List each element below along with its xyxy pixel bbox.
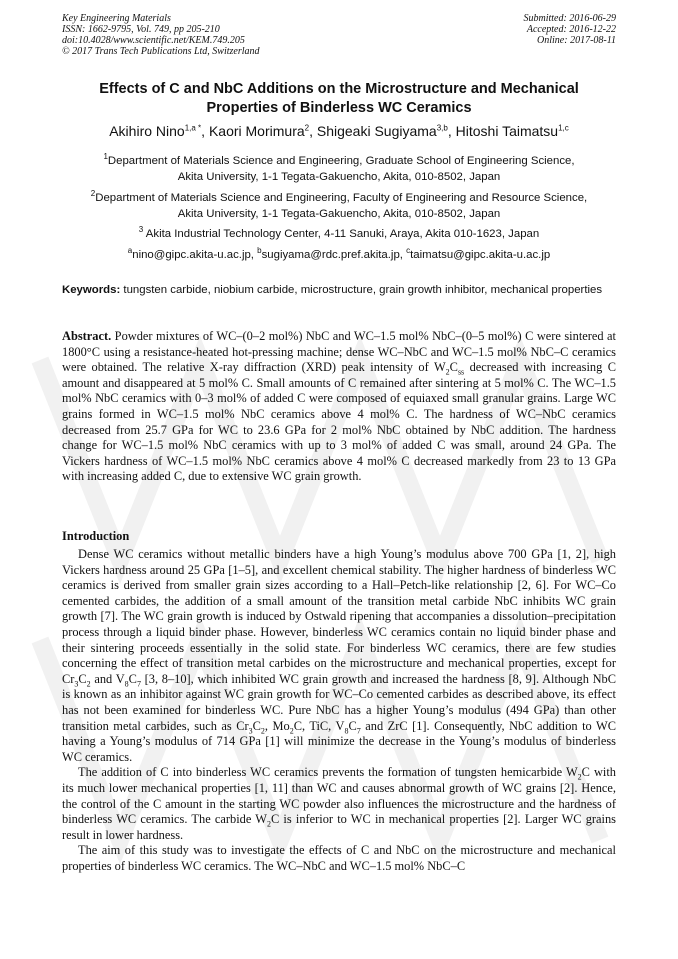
affiliation-1-line-1: Department of Materials Science and Engineering, Graduate School of Engineering Science, <box>107 154 575 167</box>
intro-text: C is inferior to WC in mechanical properties [2]. Larger WC grains result in lower hardness. <box>62 812 616 842</box>
intro-paragraph-3 <box>62 843 616 874</box>
affiliation-1 <box>52 149 626 185</box>
author-1-sup: 1,a * <box>184 123 202 133</box>
intro-text: The aim of this study was to investigate the effects of C and NbC on the microstructure and mechanical properties of binderless WC ceramics. The WC–NbC and WC–1.5 mol% NbC–C <box>62 843 616 873</box>
subscript: 3 <box>74 679 79 689</box>
intro-text: C <box>348 718 357 733</box>
journal-name: Key Engineering Materials <box>62 13 171 24</box>
subscript: ss <box>457 367 465 377</box>
introduction-body <box>62 547 616 874</box>
abstract-text-1b: C <box>449 360 458 375</box>
subscript: 8 <box>344 726 349 735</box>
intro-text: C, TiC, V <box>293 718 345 733</box>
affiliation-2 <box>52 186 626 222</box>
intro-text: Dense WC ceramics without metallic binders have a high Young’s modulus above 700 GPa [1, 2], high Vickers hardness around 25 GPa [1–5], and excellent chemical stability. The higher hardness of binderless WC ceramics is derived from smaller grain sizes according to a Hall–Petch-like relationship [2, 6]. For WC–Co cemented carbides, the addition of a small amount of the transition metal carbide NbC inhibits WC grain growth [7]. The WC grain growth is induced by Ostwald ripening that accompanies a dissolution–precipitation process through a liquid binder phase. However, binderless WC ceramics contain no liquid binder phase and their sintering proceeds essentially in the solid state. For binderless WC ceramics, there are few studies concerning the effect of transition metal carbides on the microstructure and mechanical properties, except for Cr <box>62 547 616 686</box>
intro-text: C <box>128 671 137 686</box>
email-list <box>52 246 626 261</box>
date-submitted: Submitted: 2016-06-29 <box>523 13 616 24</box>
date-online: Online: 2017-08-11 <box>537 35 616 46</box>
intro-text: C with its much lower mechanical properties [1, 11] than WC and causes abnormal growth of WC grains [2]. Hence, the control of the C amount in the starting WC powder also influences the microstructure and the hardness of binderless WC ceramics. The carbide W <box>62 765 616 827</box>
abstract-label: Abstract. <box>62 329 112 343</box>
intro-paragraph-1 <box>62 547 616 765</box>
affiliation-2-line-1: Department of Materials Science and Engineering, Faculty of Engineering and Resource Science, <box>95 191 588 204</box>
affiliation-1-sup: 1 <box>103 152 108 161</box>
email-c-link[interactable]: taimatsu@gipc.akita-u.ac.jp <box>410 248 551 261</box>
email-c-sup: c <box>406 246 411 255</box>
intro-text: and V <box>90 671 125 686</box>
intro-text: The addition of C into binderless WC ceramics prevents the formation of tungsten hemicarbide W <box>78 765 578 780</box>
subscript: 7 <box>136 679 141 689</box>
subscript: 2 <box>289 726 294 735</box>
subscript: 3 <box>248 726 253 735</box>
intro-text: C <box>252 718 261 733</box>
keywords-block <box>62 283 616 297</box>
section-heading-introduction: Introduction <box>62 529 130 543</box>
affiliation-1-line-2: Akita University, 1-1 Tegata-Gakuencho, Akita, 010-8502, Japan <box>177 170 501 183</box>
intro-text: and ZrC [1]. Consequently, NbC addition to WC having a Young’s modulus of 714 GPa [1] will minimize the decrease in the Young’s modulus of binderless WC ceramics. <box>62 718 616 764</box>
journal-info <box>62 13 260 57</box>
subscript: 2 <box>260 726 265 735</box>
author-3-sup: 3,b <box>436 123 448 133</box>
abstract-text-1: Powder mixtures of WC–(0–2 mol%) NbC and WC–1.5 mol% NbC–(0–5 mol%) C were sintered at 1800°C using a resistance-heated hot-pressing machine; dense WC–NbC and WC–1.5 mol% NbC–C ceramics were obtained. The relative X-ray diffraction (XRD) peak intensity of W <box>62 329 616 375</box>
keywords-label: Keywords: <box>62 284 121 296</box>
journal-issn: ISSN: 1662-9795, Vol. 749, pp 205-210 <box>62 24 220 35</box>
author-1: Akihiro Nino <box>109 123 185 139</box>
email-b-link[interactable]: sugiyama@rdc.pref.akita.jp, <box>261 248 407 261</box>
subscript: 2 <box>86 679 91 689</box>
date-accepted: Accepted: 2016-12-22 <box>526 24 616 35</box>
affiliation-3-line-1: Akita Industrial Technology Center, 4-11 Sanuki, Araya, Akita 010-1623, Japan <box>143 227 540 240</box>
subscript: 7 <box>356 726 361 735</box>
title-line-1: Effects of C and NbC Additions on the Microstructure and Mechanical <box>99 81 579 97</box>
subscript: 2 <box>577 772 582 782</box>
paper-title <box>62 80 616 118</box>
affiliation-3-sup: 3 <box>138 225 144 234</box>
intro-paragraph-2 <box>62 765 616 843</box>
intro-text: C <box>78 671 87 686</box>
author-4: , Hitoshi Taimatsu <box>447 123 559 139</box>
author-3: , Shigeaki Sugiyama <box>309 123 437 139</box>
abstract-text-2: decreased with increasing C amount and disappeared at 5 mol% C. Small amounts of C remained after sintering at 5 mol% C. The WC–1.5 mol% NbC ceramics with 0–3 mol% of added C were composed of equiaxed small granular grains. Large WC grains formed in WC–1.5 mol% NbC ceramics above 4 mol% C. The hardness of WC–NbC ceramics decreased from 25.7 GPa for WC to 23.6 GPa for 2 mol% NbC obtained by NbC addition. The hardness change for WC–1.5 mol% NbC ceramics with up to 3 mol% of added C was small, around 24 GPa. The Vickers hardness of WC–1.5 mol% NbC ceramics above 4 mol% C decreased markedly from 23 to 13 GPa with increasing added C, due to extensive WC grain growth. <box>62 360 616 484</box>
affiliation-2-sup: 2 <box>90 189 96 198</box>
author-4-sup: 1,c <box>558 123 569 133</box>
author-list <box>50 123 628 139</box>
subscript: 2 <box>445 367 450 377</box>
subscript: 8 <box>124 679 129 689</box>
journal-doi: doi:10.4028/www.scientific.net/KEM.749.205 <box>62 35 245 46</box>
submission-dates <box>524 13 617 46</box>
abstract-block <box>62 329 616 485</box>
intro-text: , Mo <box>264 718 290 733</box>
email-b-sup: b <box>257 246 262 255</box>
email-a-link[interactable]: nino@gipc.akita-u.ac.jp, <box>132 248 258 261</box>
affiliation-3 <box>52 222 626 242</box>
subscript: 2 <box>266 819 271 829</box>
title-line-2: Properties of Binderless WC Ceramics <box>206 100 472 116</box>
intro-text: [3, 8–10], which inhibited WC grain growth and increased the hardness [8, 9]. Although NbC is known as an inhibitor against WC grain growth for WC–Co cemented carbides as described above, its effect has not been examined for binderless WC. Pure NbC has a higher Young’s modulus (494 GPa) than other transition metal carbides, such as Cr <box>62 671 616 733</box>
author-2-sup: 2 <box>304 123 310 133</box>
author-2: , Kaori Morimura <box>201 123 305 139</box>
affiliation-2-line-2: Akita University, 1-1 Tegata-Gakuencho, Akita, 010-8502, Japan <box>177 207 501 220</box>
keywords-text: tungsten carbide, niobium carbide, microstructure, grain growth inhibitor, mechanical properties <box>120 284 603 296</box>
journal-copyright: © 2017 Trans Tech Publications Ltd, Switzerland <box>62 46 260 57</box>
email-a-sup: a <box>127 246 133 255</box>
